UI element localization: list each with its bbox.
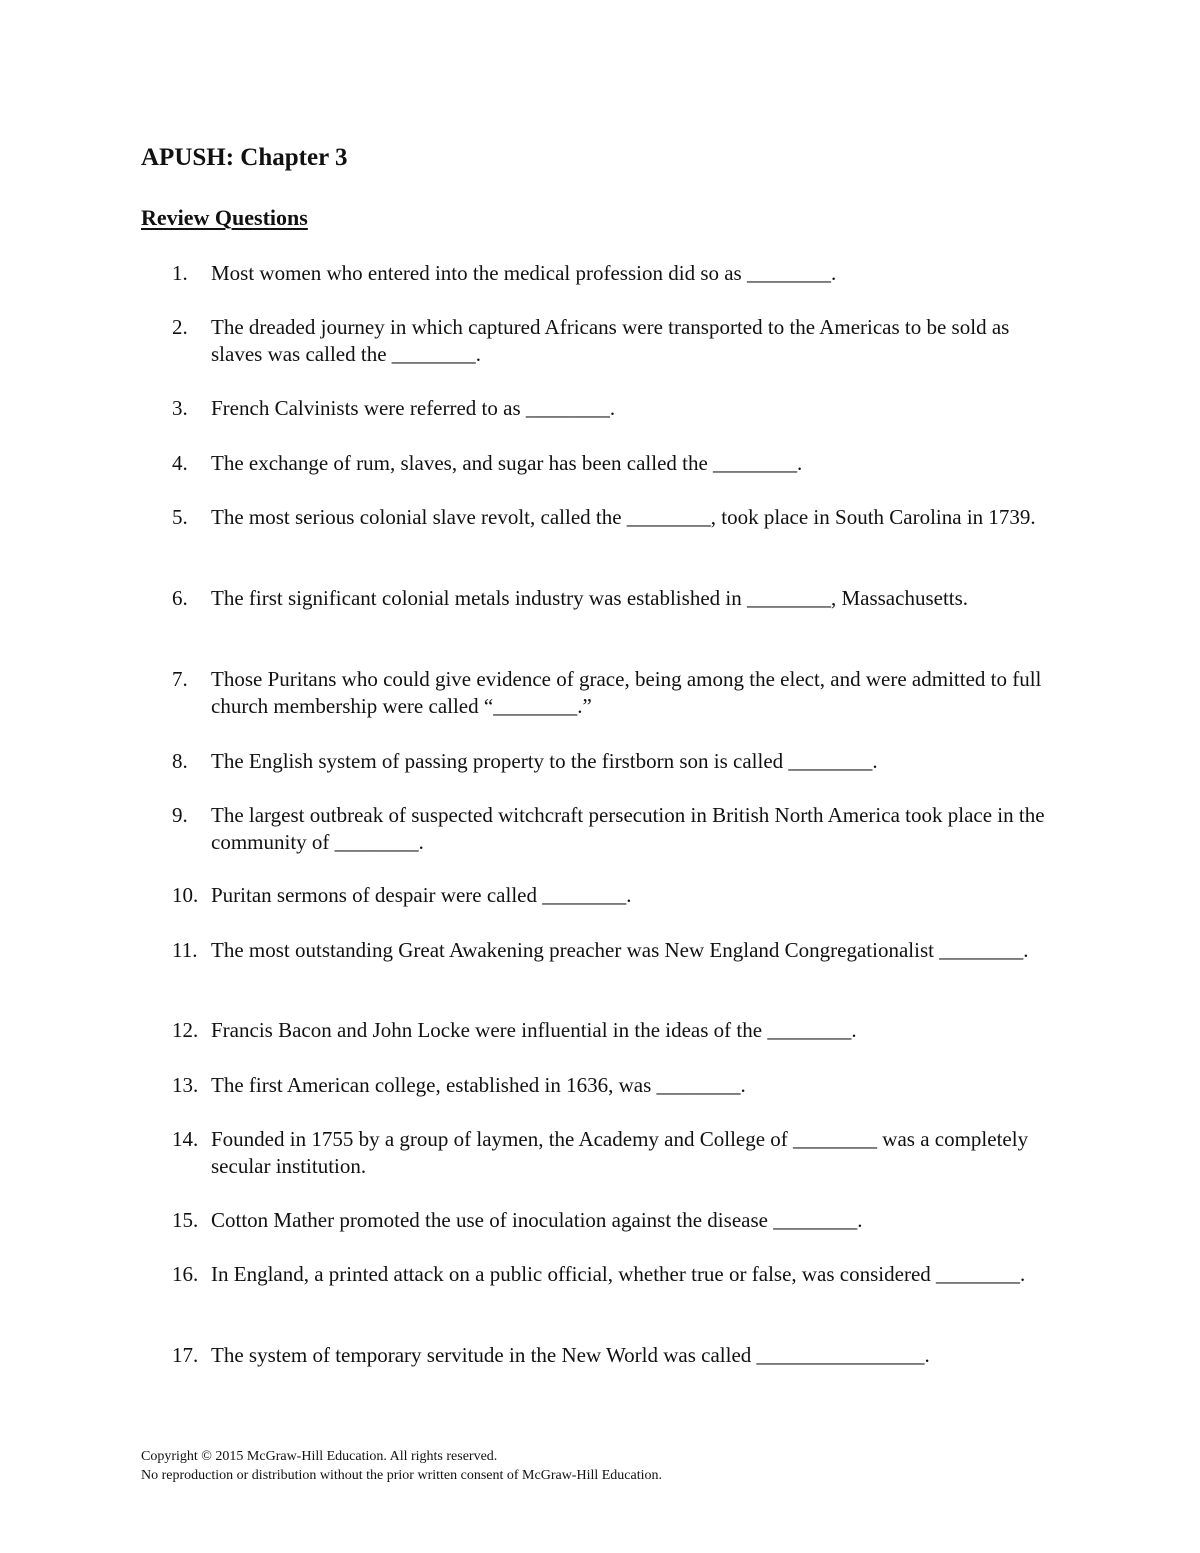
rights-notice-line: No reproduction or distribution without the prior written consent of McGraw-Hill Education. (141, 1468, 663, 1483)
question-number: 6. (172, 586, 188, 610)
question-text: The first American college, established in 1636, was ________. (211, 1073, 746, 1097)
question-number: 14. (172, 1127, 199, 1151)
section-heading: Review Questions (141, 205, 308, 230)
question-number: 13. (172, 1073, 199, 1097)
question-item (172, 504, 1062, 531)
question-item (172, 585, 1062, 612)
question-number: 5. (172, 505, 188, 529)
question-text: In England, a printed attack on a public official, whether true or false, was considered ________. (211, 1262, 1026, 1286)
question-number: 7. (172, 667, 188, 691)
question-text: Founded in 1755 by a group of laymen, the Academy and College of ________ was a completely secular institution. (211, 1127, 1029, 1178)
question-item (172, 260, 1062, 287)
question-number: 1. (172, 261, 188, 285)
question-text: The exchange of rum, slaves, and sugar has been called the ________. (211, 451, 803, 475)
page-title: APUSH: Chapter 3 (141, 144, 348, 171)
question-number: 16. (172, 1262, 199, 1286)
question-item (172, 802, 1062, 856)
question-item (172, 666, 1062, 720)
question-text: The most outstanding Great Awakening preacher was New England Congregationalist ________. (211, 938, 1029, 962)
question-item (172, 450, 1062, 477)
question-item (172, 395, 1062, 422)
question-text: French Calvinists were referred to as ________. (211, 396, 616, 420)
question-number: 11. (172, 938, 198, 962)
question-text: Puritan sermons of despair were called ________. (211, 883, 632, 907)
question-number: 4. (172, 451, 188, 475)
question-item (172, 314, 1062, 368)
question-text: Those Puritans who could give evidence of grace, being among the elect, and were admitted to full church membership were called “________.” (211, 667, 1042, 718)
question-item (172, 1207, 1062, 1234)
question-item (172, 1126, 1062, 1180)
question-item (172, 748, 1062, 775)
question-item (172, 1017, 1062, 1044)
copyright-line: Copyright © 2015 McGraw-Hill Education. All rights reserved. (141, 1449, 498, 1464)
copyright-footer (141, 1447, 662, 1485)
question-text: The English system of passing property to the firstborn son is called ________. (211, 749, 878, 773)
question-number: 3. (172, 396, 188, 420)
question-item (172, 882, 1062, 909)
question-item (172, 1072, 1062, 1099)
question-text: The most serious colonial slave revolt, called the ________, took place in South Carolina in 1739. (211, 505, 1036, 529)
question-number: 12. (172, 1018, 199, 1042)
question-item (172, 1342, 1062, 1369)
question-number: 9. (172, 803, 188, 827)
question-number: 8. (172, 749, 188, 773)
question-item (172, 937, 1062, 964)
question-text: The dreaded journey in which captured Africans were transported to the Americas to be sold as slaves was called the ________. (211, 315, 1010, 366)
question-text: The first significant colonial metals industry was established in ________, Massachusetts. (211, 586, 969, 610)
question-number: 10. (172, 883, 199, 907)
question-number: 15. (172, 1208, 199, 1232)
question-text: Most women who entered into the medical profession did so as ________. (211, 261, 837, 285)
question-text: Francis Bacon and John Locke were influential in the ideas of the ________. (211, 1018, 857, 1042)
question-text: Cotton Mather promoted the use of inoculation against the disease ________. (211, 1208, 863, 1232)
question-item (172, 1261, 1062, 1288)
question-text: The system of temporary servitude in the New World was called ________________. (211, 1343, 930, 1367)
question-number: 2. (172, 315, 188, 339)
question-number: 17. (172, 1343, 199, 1367)
question-text: The largest outbreak of suspected witchcraft persecution in British North America took place in the community of ________. (211, 803, 1045, 854)
